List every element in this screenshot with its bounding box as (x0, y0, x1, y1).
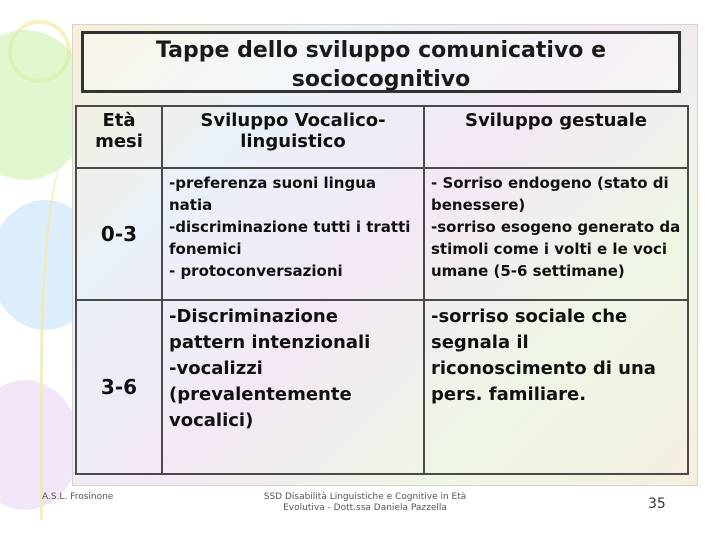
vocal-cell (162, 300, 424, 474)
header-age: Età mesi (76, 106, 162, 168)
gestural-cell (424, 300, 688, 474)
age-cell: 3-6 (76, 300, 162, 474)
vocal-text: -Discriminazione pattern intenzionali -vocalizzi (prevalentemente vocalici) (169, 306, 371, 431)
vocal-cell (162, 168, 424, 300)
footer-organization: A.S.L. Frosinone (42, 492, 114, 502)
table-row (76, 300, 688, 474)
slide-title: Tappe dello sviluppo comunicativo e sociocognitivo (81, 31, 681, 93)
header-gestural: Sviluppo gestuale (424, 106, 688, 168)
gestural-text: -sorriso sociale che segnala il riconoscimento di una pers. familiare. (431, 306, 656, 405)
age-cell: 0-3 (76, 168, 162, 300)
vocal-text: -preferenza suoni lingua natia -discriminazione tutti i tratti fonemici - protoconversazioni (169, 174, 411, 280)
footer-department: SSD Disabilità Linguistiche e Cognitive in Età Evolutiva - Dott.ssa Daniela Pazzella (263, 492, 467, 513)
page-number: 35 (648, 496, 666, 512)
gestural-text: - Sorriso endogeno (stato di benessere) -sorriso esogeno generato da stimoli come i volti e le voci umane (5-6 settimane) (431, 174, 681, 280)
table-header-row (76, 106, 688, 168)
header-vocal: Sviluppo Vocalico-linguistico (162, 106, 424, 168)
slide-image (72, 24, 698, 486)
development-table (75, 105, 689, 475)
gestural-cell (424, 168, 688, 300)
table-row (76, 168, 688, 300)
